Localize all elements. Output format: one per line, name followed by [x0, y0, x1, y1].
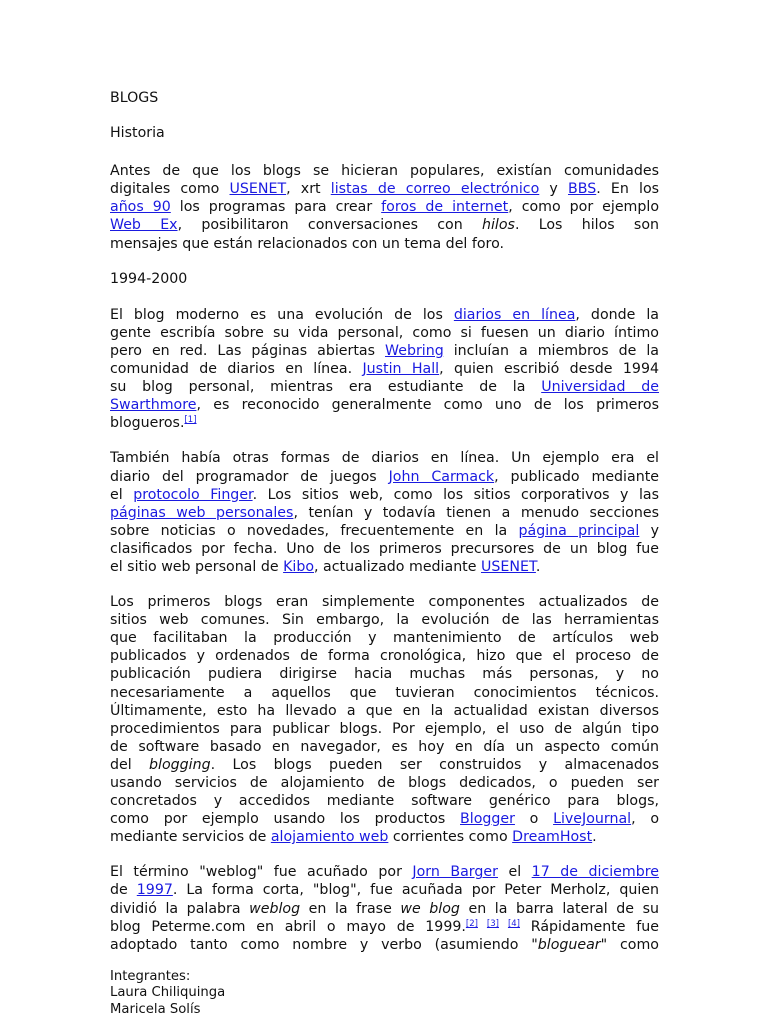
text-line: de software basado en navegador, es hoy en día un aspecto común	[110, 738, 659, 755]
text-line: del blogging. Los blogs pueden ser construidos y almacenados	[110, 756, 659, 773]
text-line: páginas web personales, tenían y todavía tienen a menudo secciones	[110, 504, 659, 521]
link-1997[interactable]: 1997	[136, 882, 173, 899]
link-dreamhost[interactable]: DreamHost	[512, 829, 593, 846]
link-bbs[interactable]: BBS	[567, 181, 597, 198]
link-usenet[interactable]: USENET	[229, 181, 287, 198]
members-label: Integrantes:	[110, 968, 191, 984]
text-line: dividió la palabra weblog en la frase we blog en la barra lateral de su	[110, 900, 659, 917]
link-paginas-web-personales[interactable]: páginas web personales	[110, 504, 294, 521]
ref-link-3[interactable]: [3]	[486, 918, 499, 929]
paragraph-otras-formas	[110, 449, 659, 576]
link-listas-correo[interactable]: listas de correo electrónico	[330, 181, 540, 198]
ref-link-4[interactable]: [4]	[507, 918, 520, 929]
link-blogger[interactable]: Blogger	[460, 811, 515, 828]
text-line: publicación pudiera dirigirse hacia muchas más personas, y no	[110, 666, 659, 683]
link-universidad[interactable]: Universidad de	[541, 379, 659, 396]
document-title: BLOGS	[110, 90, 159, 106]
link-alojamiento-web[interactable]: alojamiento web	[270, 829, 389, 846]
text-line: sobre noticias o novedades, frecuentemente en la página principal y	[110, 522, 659, 539]
text-line: También había otras formas de diarios en línea. Un ejemplo era el	[110, 450, 659, 467]
text-line: El término "weblog" fue acuñado por Jorn Barger el 17 de diciembre	[110, 864, 659, 881]
text-line: sitios web comunes. Sin embargo, la evolución de las herramientas	[110, 612, 659, 629]
link-jorn-barger[interactable]: Jorn Barger	[412, 864, 498, 881]
text-line: Antes de que los blogs se hicieran populares, existían comunidades	[110, 163, 659, 180]
text-line: gente escribía sobre su vida personal, como si fuesen un diario íntimo	[110, 324, 659, 341]
text-line: el protocolo Finger. Los sitios web, como los sitios corporativos y las	[110, 486, 659, 503]
link-kibo[interactable]: Kibo	[283, 558, 315, 575]
text-line: Web Ex, posibilitaron conversaciones con hilos. Los hilos son	[110, 217, 659, 234]
text-line: de 1997. La forma corta, "blog", fue acuñada por Peter Merholz, quien	[110, 882, 659, 899]
text-line: comunidad de diarios en línea. Justin Hall, quien escribió desde 1994	[110, 361, 659, 378]
text-line: mensajes que están relacionados con un tema del foro.	[110, 235, 505, 252]
text-line: clasificados por fecha. Uno de los primeros precursores de un blog fue	[110, 540, 659, 557]
text-line: digitales como USENET, xrt listas de correo electrónico y BBS. En los	[110, 181, 659, 198]
document-body	[110, 89, 659, 1018]
text-line: blogueros.[1]	[110, 415, 197, 432]
text-line: pero en red. Las páginas abiertas Webring incluían a miembros de la	[110, 342, 659, 359]
link-protocolo-finger[interactable]: protocolo Finger	[133, 486, 253, 503]
paragraph-termino-weblog	[110, 863, 659, 953]
ref-link-2[interactable]: [2]	[465, 918, 478, 929]
member-name: Maricela Solís	[110, 1001, 201, 1017]
text-line: mediante servicios de alojamiento web corrientes como DreamHost.	[110, 829, 597, 846]
text-line: publicados y ordenados de forma cronológica, hizo que el proceso de	[110, 648, 659, 665]
link-foros-internet[interactable]: foros de internet	[381, 199, 509, 216]
link-diarios-en-linea[interactable]: diarios en línea	[453, 306, 576, 323]
text-line: el sitio web personal de Kibo, actualizado mediante USENET.	[110, 558, 541, 575]
link-usenet-2[interactable]: USENET	[480, 558, 536, 575]
text-line: que facilitaban la producción y mantenimiento de artículos web	[110, 630, 659, 647]
text-line: El blog moderno es una evolución de los diarios en línea, donde la	[110, 306, 659, 323]
text-line: Los primeros blogs eran simplemente componentes actualizados de	[110, 594, 659, 611]
text-line: su blog personal, mientras era estudiante de la Universidad de	[110, 379, 659, 396]
text-line: Swarthmore, es reconocido generalmente como uno de los primeros	[110, 397, 659, 414]
members-section	[110, 969, 659, 1019]
text-line: blog Peterme.com en abril o mayo de 1999.[2] [3] [4] Rápidamente fue	[110, 918, 659, 935]
text-line: adoptado tanto como nombre y verbo (asumiendo "bloguear" como	[110, 936, 659, 953]
text-line: Últimamente, esto ha llevado a que en la actualidad existan diversos	[110, 702, 659, 719]
text-line: concretados y accedidos mediante software genérico para blogs,	[110, 793, 659, 810]
paragraph-primeros-blogs	[110, 593, 659, 846]
link-anos-90[interactable]: años 90	[110, 199, 171, 216]
ref-link-1[interactable]: [1]	[184, 415, 197, 426]
link-justin-hall[interactable]: Justin Hall	[362, 361, 440, 378]
link-pagina-principal[interactable]: página principal	[518, 522, 640, 539]
text-line: años 90 los programas para crear foros de internet, como por ejemplo	[110, 199, 659, 216]
link-webring[interactable]: Webring	[385, 342, 444, 359]
text-line: como por ejemplo usando los productos Blogger o LiveJournal, o	[110, 811, 659, 828]
text-line: usando servicios de alojamiento de blogs dedicados, o pueden ser	[110, 775, 659, 791]
paragraph-blog-moderno	[110, 306, 659, 433]
text-line: procedimientos para publicar blogs. Por ejemplo, el uso de algún tipo	[110, 720, 659, 737]
section-heading-period: 1994-2000	[110, 270, 188, 287]
text-line: diario del programador de juegos John Carmack, publicado mediante	[110, 468, 659, 485]
link-web-ex[interactable]: Web Ex	[110, 217, 178, 234]
member-name: Laura Chiliquinga	[110, 985, 226, 1001]
link-john-carmack[interactable]: John Carmack	[388, 468, 495, 485]
link-swarthmore[interactable]: Swarthmore	[110, 397, 197, 414]
paragraph-intro	[110, 162, 659, 252]
link-17-diciembre[interactable]: 17 de diciembre	[531, 864, 659, 881]
section-heading-historia: Historia	[110, 125, 165, 142]
text-line: necesariamente a aquellos que tuvieran conocimientos técnicos.	[110, 684, 659, 701]
link-livejournal[interactable]: LiveJournal	[553, 811, 632, 828]
